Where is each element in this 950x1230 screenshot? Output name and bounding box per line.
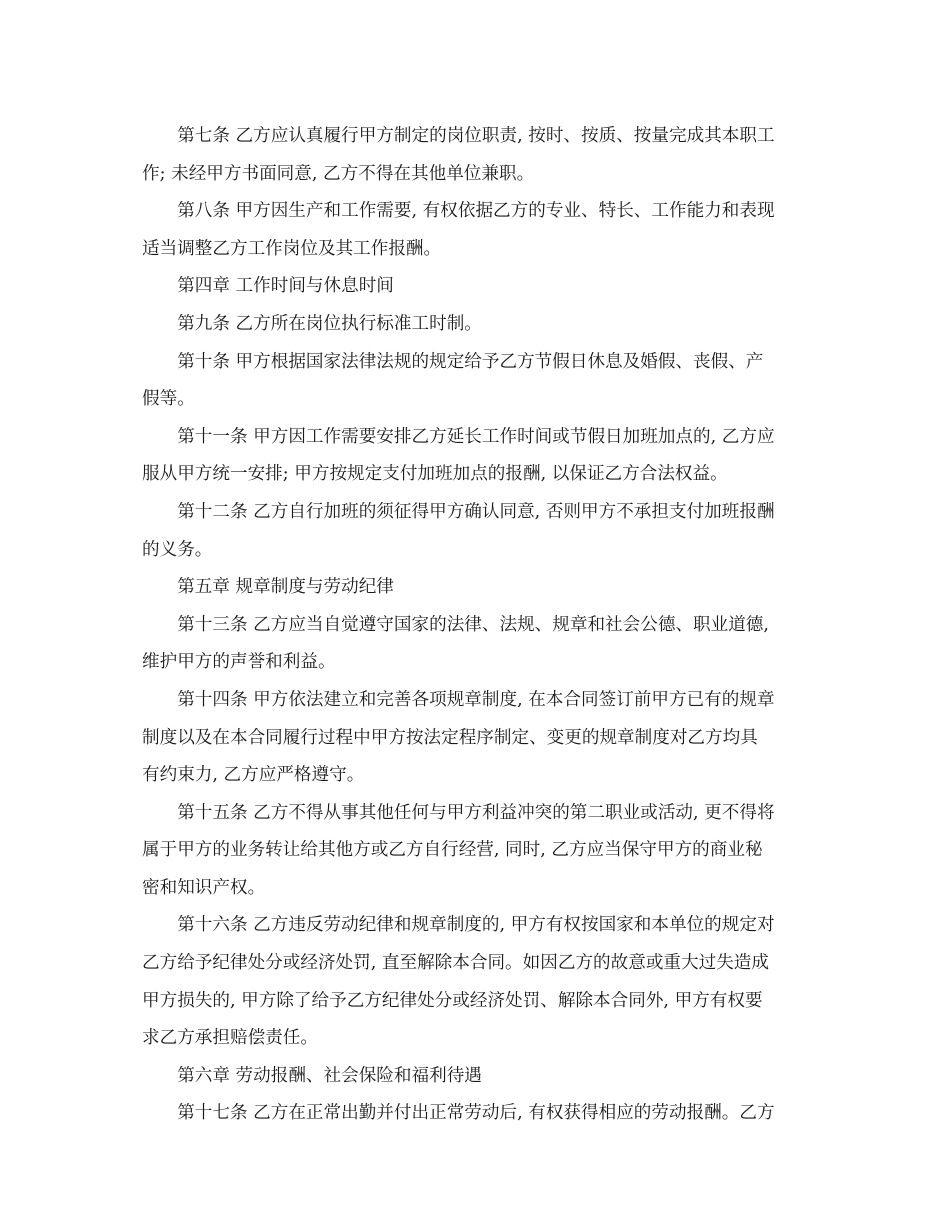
document-body [142, 118, 810, 1133]
chapter-6-heading: 第六章 劳动报酬、社会保险和福利待遇 [177, 1065, 482, 1086]
article-17-paragraph: 第十七条 乙方在正常出勤并付出正常劳动后, 有权获得相应的劳动报酬。乙方 [177, 1103, 775, 1124]
article-11-paragraph: 第十一条 甲方因工作需要安排乙方延长工作时间或节假日加班加点的, 乙方应 服从甲方统一安排; 甲方按规定支付加班加点的报酬, 以保证乙方合法权益。 [142, 426, 775, 485]
chapter-5-heading: 第五章 规章制度与劳动纪律 [177, 577, 394, 598]
article-16-paragraph: 第十六条 乙方违反劳动纪律和规章制度的, 甲方有权按国家和本单位的规定对 乙方给予纪律处分或经济处罚, 直至解除本合同。如因乙方的故意或重大过失造成 甲方损失的, 甲方除了给予乙方纪律处分或经济处罚、解除本合同外, 甲方有权要 求乙方承担赔偿责任。 [142, 915, 775, 1049]
article-14-paragraph: 第十四条 甲方依法建立和完善各项规章制度, 在本合同签订前甲方已有的规章 制度以及在本合同履行过程中甲方按法定程序制定、变更的规章制度对乙方均具 有约束力, 乙方应严格遵守。 [142, 689, 775, 786]
article-7-paragraph: 第七条 乙方应认真履行甲方制定的岗位职责, 按时、按质、按量完成其本职工 作; 未经甲方书面同意, 乙方不得在其他单位兼职。 [142, 126, 775, 184]
article-15-paragraph: 第十五条 乙方不得从事其他任何与甲方利益冲突的第二职业或活动, 更不得将 属于甲方的业务转让给其他方或乙方自行经营, 同时, 乙方应当保守甲方的商业秘 密和知识产权。 [142, 802, 775, 898]
article-13-paragraph: 第十三条 乙方应当自觉遵守国家的法律、法规、规章和社会公德、职业道德, 维护甲方的声誉和利益。 [142, 614, 769, 673]
article-10-paragraph: 第十条 甲方根据国家法律法规的规定给予乙方节假日休息及婚假、丧假、产 假等。 [142, 351, 764, 410]
article-8-paragraph: 第八条 甲方因生产和工作需要, 有权依据乙方的专业、特长、工作能力和表现 适当调整乙方工作岗位及其工作报酬。 [142, 201, 775, 259]
chapter-4-heading: 第四章 工作时间与休息时间 [177, 276, 394, 297]
article-12-paragraph: 第十二条 乙方自行加班的须征得甲方确认同意, 否则甲方不承担支付加班报酬 的义务。 [142, 501, 775, 560]
article-9-paragraph: 第九条 乙方所在岗位执行标准工时制。 [177, 313, 482, 334]
